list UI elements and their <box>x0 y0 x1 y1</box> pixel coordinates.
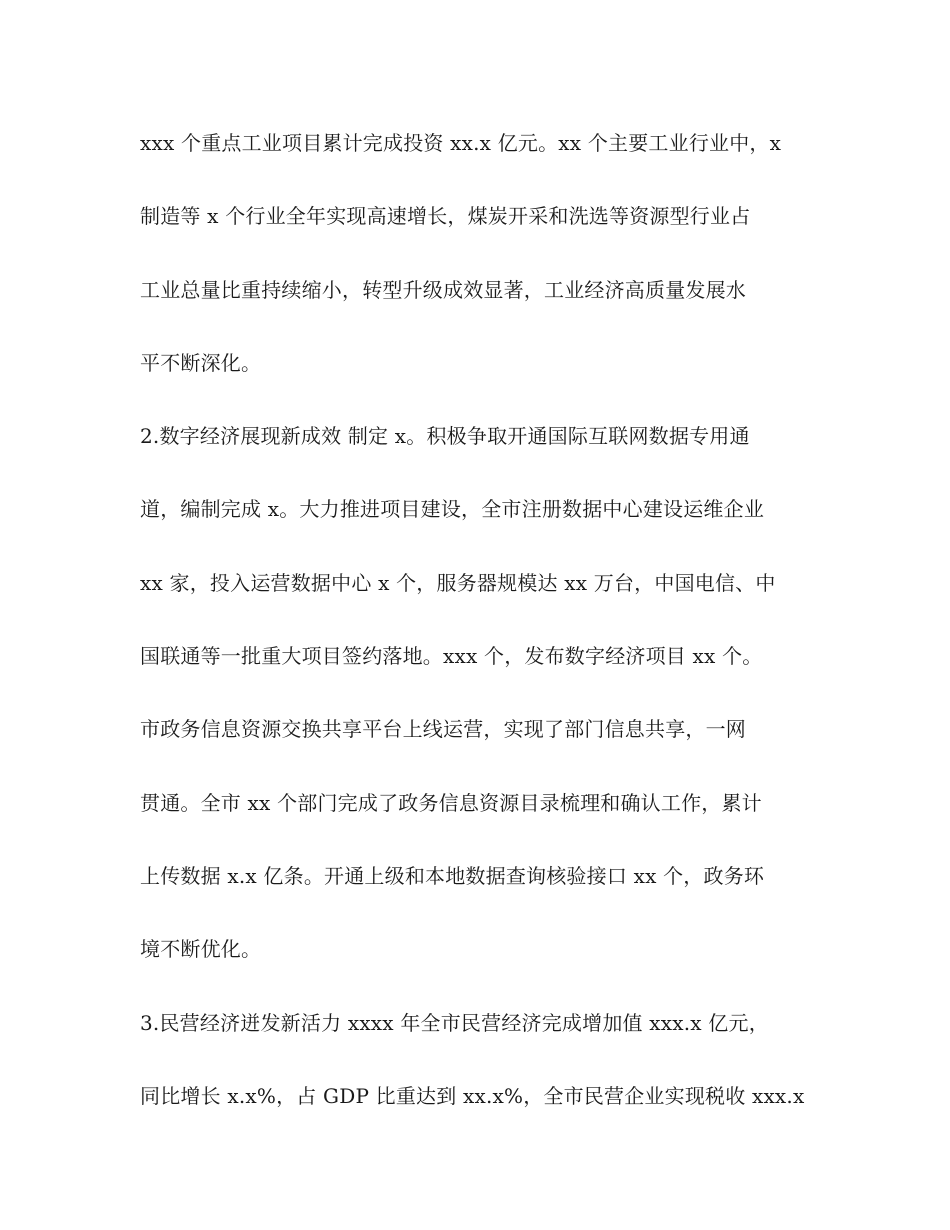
text-line: 道，编制完成 x。大力推进项目建设，全市注册数据中心建设运维企业 <box>140 497 765 522</box>
text-line: 工业总量比重持续缩小，转型升级成效显著，工业经济高质量发展水 <box>140 277 746 302</box>
text-line: xx 家，投入运营数据中心 x 个，服务器规模达 xx 万台，中国电信、中 <box>140 570 776 595</box>
text-line: 贯通。全市 xx 个部门完成了政务信息资源目录梳理和确认工作，累计 <box>140 790 762 815</box>
text-line: 上传数据 x.x 亿条。开通上级和本地数据查询核验接口 xx 个，政务环 <box>140 863 765 888</box>
text-line: xxx 个重点工业项目累计完成投资 xx.x 亿元。xx 个主要工业行业中，x <box>140 131 782 155</box>
section-heading-line: 3.民营经济迸发新活力 xxxx 年全市民营经济完成增加值 xxx.x 亿元， <box>140 1010 769 1035</box>
text-line: 制造等 x 个行业全年实现高速增长，煤炭开采和洗选等资源型行业占 <box>140 204 751 229</box>
text-line: 国联通等一批重大项目签约落地。xxx 个，发布数字经济项目 xx 个。 <box>140 644 763 669</box>
text-line: 境不断优化。 <box>140 937 262 962</box>
text-line: 市政务信息资源交换共享平台上线运营，实现了部门信息共享，一网 <box>140 717 746 742</box>
document-body <box>140 125 820 1151</box>
section-heading-line: 2.数字经济展现新成效 制定 x。积极争取开通国际互联网数据专用通 <box>140 424 750 449</box>
text-line: 平不断深化。 <box>140 350 262 375</box>
text-line: 同比增长 x.x%，占 GDP 比重达到 xx.x%，全市民营企业实现税收 xxx.x <box>140 1083 805 1108</box>
